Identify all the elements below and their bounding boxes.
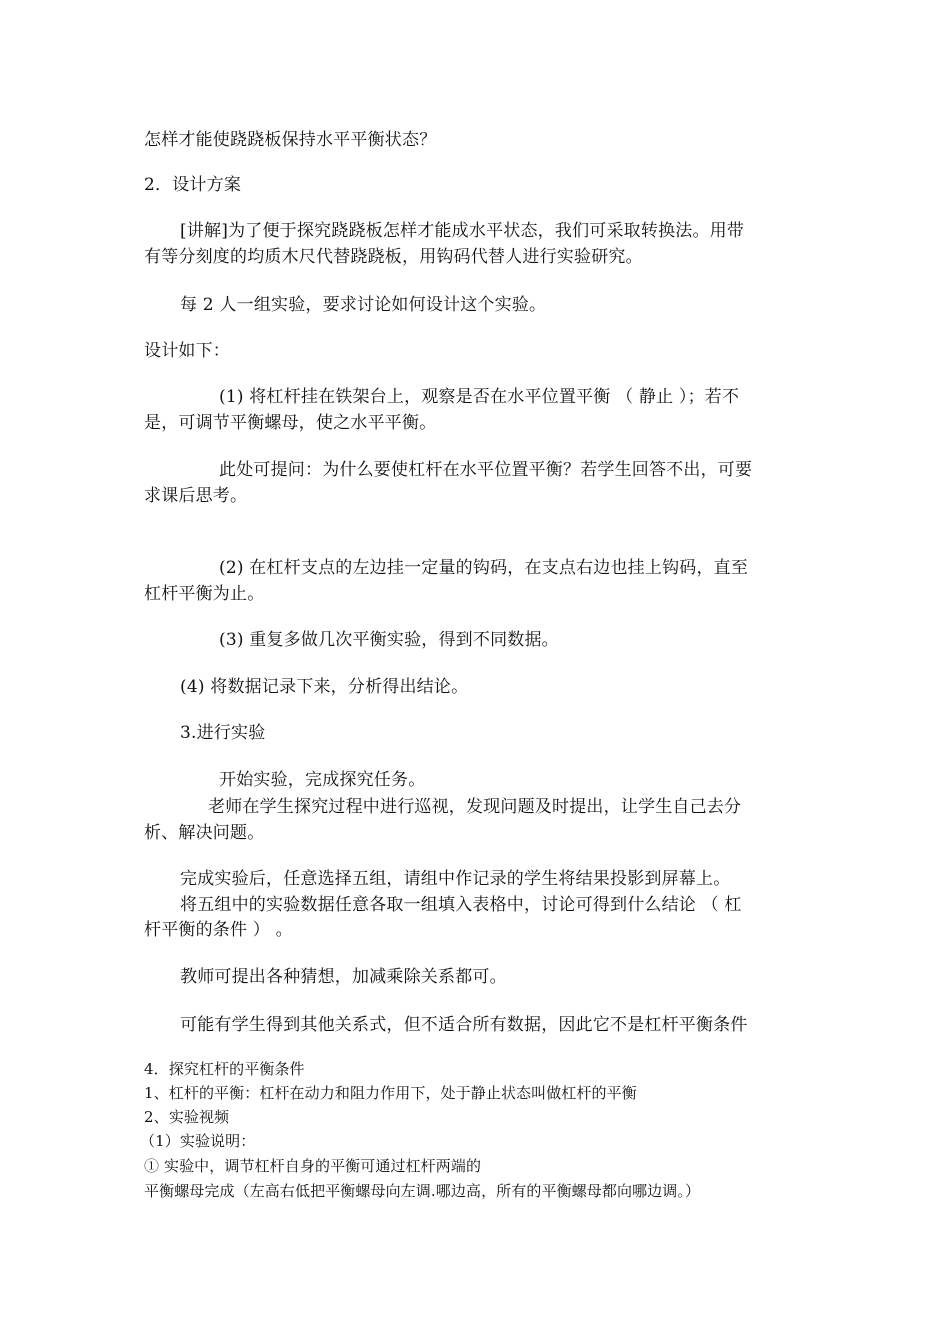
note-line-2: 平衡螺母完成（左高右低把平衡螺母向左调.哪边高，所有的平衡螺母都向哪边调。） [144, 1182, 701, 1200]
text-line-teacher-2: 析、解决问题。 [144, 823, 265, 843]
list-item-experiment-video: 2、实验视频 [144, 1108, 230, 1126]
step-1-line-2: 是，可调节平衡螺母，使之水平平衡。 [144, 413, 437, 433]
text-line-data-table-1: 将五组中的实验数据任意各取一组填入表格中，讨论可得到什么结论 （ 杠 [180, 895, 742, 915]
section-heading-experiment: 3.进行实验 [180, 723, 266, 743]
list-item-balance-definition: 1、杠杆的平衡：杠杆在动力和阻力作用下，处于静止状态叫做杠杆的平衡 [144, 1084, 637, 1102]
text-line-design-intro: 设计如下： [144, 341, 230, 361]
step-2-line-1: (2) 在杠杆支点的左边挂一定量的钩码，在支点右边也挂上钩码，直至 [219, 558, 749, 578]
text-line-question: 怎样才能使跷跷板保持水平平衡状态？ [144, 130, 437, 150]
text-line-group-work: 每 2 人一组实验，要求讨论如何设计这个实验。 [180, 295, 547, 315]
step-1-line-1: (1) 将杠杆挂在铁架台上，观察是否在水平位置平衡 （ 静止 ）；若不 [219, 387, 740, 407]
question-note-line-2: 求课后思考。 [144, 486, 248, 506]
list-item-experiment-notes: （1）实验说明： [140, 1132, 256, 1150]
step-4-line: (4) 将数据记录下来，分析得出结论。 [180, 677, 469, 697]
text-line-other-relations: 可能有学生得到其他关系式，但不适合所有数据，因此它不是杠杆平衡条件 [180, 1015, 748, 1035]
text-line-after-experiment: 完成实验后，任意选择五组，请组中作记录的学生将结果投影到屏幕上。 [180, 869, 731, 889]
text-line-start-experiment: 开始实验，完成探究任务。 [219, 770, 426, 790]
text-line-guesses: 教师可提出各种猜想，加减乘除关系都可。 [180, 967, 507, 987]
text-line-teacher-1: 老师在学生探究过程中进行巡视，发现问题及时提出，让学生自己去分 [208, 797, 742, 817]
text-line-data-table-2: 杆平衡的条件 ） 。 [144, 920, 293, 940]
step-3-line: (3) 重复多做几次平衡实验，得到不同数据。 [219, 630, 559, 650]
section-heading-design: 2．设计方案 [144, 175, 242, 195]
section-heading-explore: 4．探究杠杆的平衡条件 [144, 1060, 305, 1078]
step-2-line-2: 杠杆平衡为止。 [144, 584, 265, 604]
text-line-explanation-1: [讲解]为了便于探究跷跷板怎样才能成水平状态，我们可采取转换法。用带 [180, 221, 745, 241]
question-note-line-1: 此处可提问：为什么要使杠杆在水平位置平衡？若学生回答不出，可要 [219, 460, 753, 480]
note-line-1: ① 实验中，调节杠杆自身的平衡可通过杠杆两端的 [144, 1157, 482, 1175]
text-line-explanation-2: 有等分刻度的均质木尺代替跷跷板，用钩码代替人进行实验研究。 [144, 247, 643, 267]
